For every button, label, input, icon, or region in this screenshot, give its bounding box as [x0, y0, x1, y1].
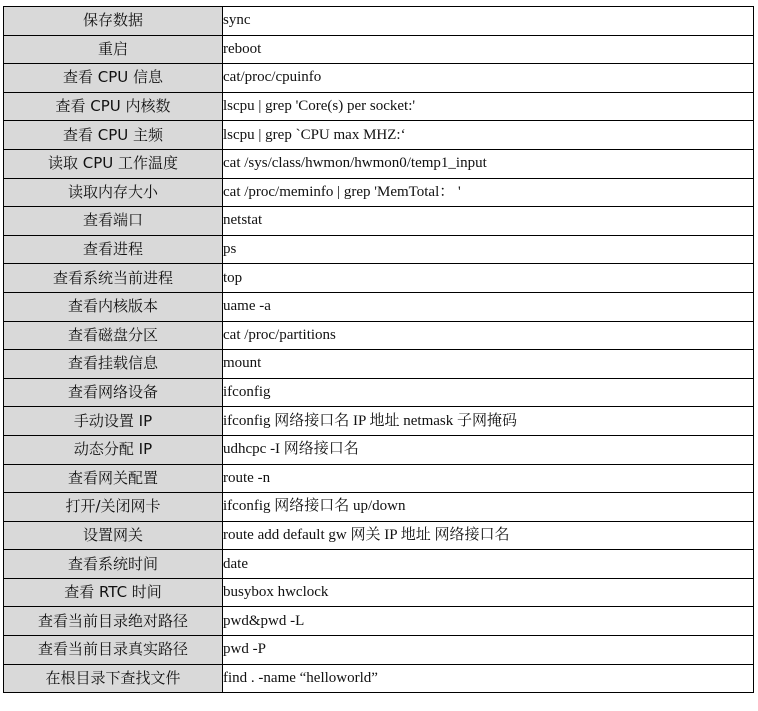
row-command: busybox hwclock: [223, 578, 754, 607]
row-label: 查看当前目录绝对路径: [4, 607, 223, 636]
row-command: find . -name “helloworld”: [223, 664, 754, 693]
row-label: 手动设置 IP: [4, 407, 223, 436]
row-label: 查看 CPU 信息: [4, 64, 223, 93]
row-label: 查看端口: [4, 207, 223, 236]
row-label: 查看 CPU 主频: [4, 121, 223, 150]
table-row: [4, 664, 754, 693]
row-label: 查看网络设备: [4, 378, 223, 407]
row-command: netstat: [223, 207, 754, 236]
row-command: cat /sys/class/hwmon/hwmon0/temp1_input: [223, 149, 754, 178]
table-row: [4, 264, 754, 293]
row-command: ifconfig 网络接口名 up/down: [223, 493, 754, 522]
row-command: reboot: [223, 35, 754, 64]
table-row: [4, 321, 754, 350]
row-label: 读取 CPU 工作温度: [4, 149, 223, 178]
row-command: pwd -P: [223, 636, 754, 665]
row-command: mount: [223, 350, 754, 379]
table-row: [4, 149, 754, 178]
table-row: [4, 7, 754, 36]
row-label: 保存数据: [4, 7, 223, 36]
row-label: 重启: [4, 35, 223, 64]
row-command: top: [223, 264, 754, 293]
row-command: lscpu | grep 'Core(s) per socket:': [223, 92, 754, 121]
row-command: cat /proc/partitions: [223, 321, 754, 350]
row-label: 查看网关配置: [4, 464, 223, 493]
table-row: [4, 64, 754, 93]
row-label: 在根目录下查找文件: [4, 664, 223, 693]
table-row: [4, 121, 754, 150]
table-row: [4, 92, 754, 121]
row-command: cat/proc/cpuinfo: [223, 64, 754, 93]
table-row: [4, 607, 754, 636]
row-label: 查看系统当前进程: [4, 264, 223, 293]
row-command: ifconfig 网络接口名 IP 地址 netmask 子网掩码: [223, 407, 754, 436]
table-row: [4, 350, 754, 379]
table-row: [4, 292, 754, 321]
command-reference-table: [3, 6, 754, 693]
table-row: [4, 464, 754, 493]
row-label: 打开/关闭网卡: [4, 493, 223, 522]
table-row: [4, 178, 754, 207]
row-command: ps: [223, 235, 754, 264]
row-command: lscpu | grep `CPU max MHZ:‘: [223, 121, 754, 150]
row-label: 查看磁盘分区: [4, 321, 223, 350]
table-row: [4, 636, 754, 665]
table-row: [4, 550, 754, 579]
row-command: route -n: [223, 464, 754, 493]
row-label: 查看系统时间: [4, 550, 223, 579]
table-row: [4, 407, 754, 436]
row-label: 查看挂载信息: [4, 350, 223, 379]
table-row: [4, 435, 754, 464]
row-command: ifconfig: [223, 378, 754, 407]
row-command: route add default gw 网关 IP 地址 网络接口名: [223, 521, 754, 550]
table-row: [4, 235, 754, 264]
table-row: [4, 578, 754, 607]
row-label: 查看进程: [4, 235, 223, 264]
row-label: 查看 CPU 内核数: [4, 92, 223, 121]
row-label: 设置网关: [4, 521, 223, 550]
row-label: 查看内核版本: [4, 292, 223, 321]
row-label: 查看 RTC 时间: [4, 578, 223, 607]
table-row: [4, 521, 754, 550]
row-command: sync: [223, 7, 754, 36]
row-command: pwd&pwd -L: [223, 607, 754, 636]
row-command: date: [223, 550, 754, 579]
table-row: [4, 207, 754, 236]
table-row: [4, 35, 754, 64]
row-label: 查看当前目录真实路径: [4, 636, 223, 665]
table-row: [4, 378, 754, 407]
row-command: uame -a: [223, 292, 754, 321]
row-label: 动态分配 IP: [4, 435, 223, 464]
row-label: 读取内存大小: [4, 178, 223, 207]
row-command: udhcpc -I 网络接口名: [223, 435, 754, 464]
table-row: [4, 493, 754, 522]
row-command: cat /proc/meminfo | grep 'MemTotal： ': [223, 178, 754, 207]
